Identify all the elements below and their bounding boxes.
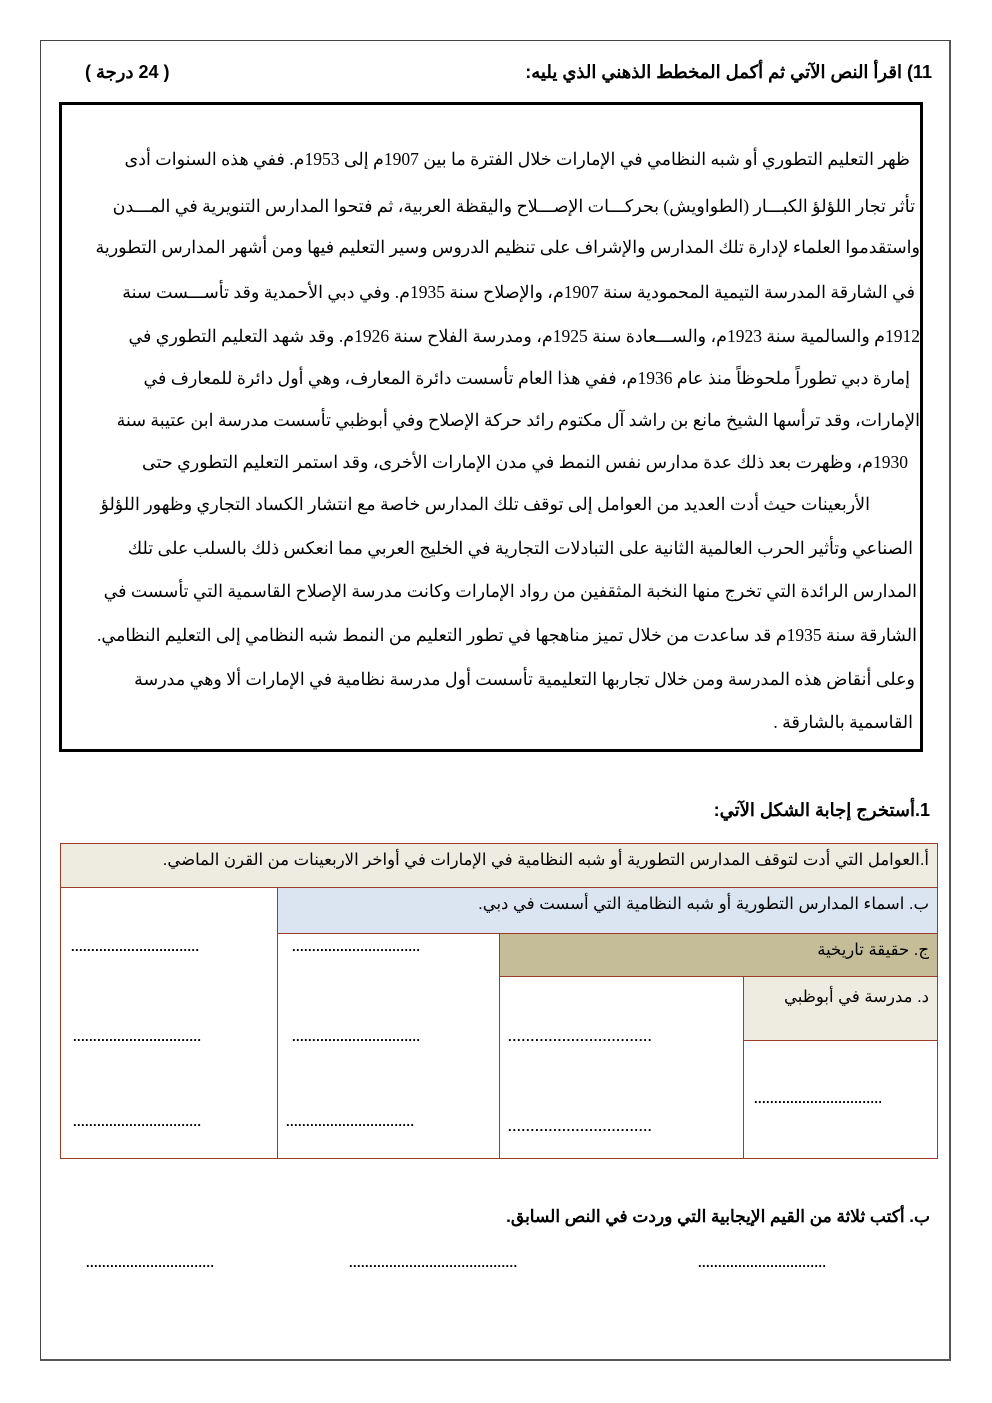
cell-c-historical-fact xyxy=(499,933,938,977)
values-answer-2[interactable]: .......................................... xyxy=(349,1255,518,1270)
cell-d-label: د. مدرسة في أبوظبي xyxy=(783,988,929,1006)
passage-line: تأثر تجار اللؤلؤ الكبـــار (الطواويش) بحركـــات الإصـــلاح واليقظة العربية، ثم فتحوا المدارس التنويرية في المـــدن xyxy=(112,196,915,216)
blank-c-2[interactable]: ................................ xyxy=(508,1119,653,1134)
mind-map-table xyxy=(60,843,938,1159)
passage-line: ظهر التعليم التطوري أو شبه النظامي في الإمارات خلال الفترة ما بين 1907م إلى 1953م. ففي هذه السنوات أدى xyxy=(124,149,910,169)
passage-line: الإمارات، وقد ترأسها الشيخ مانع بن راشد آل مكتوم رائد حركة الإصلاح وفي أبوظبي تأسست مدرسة ابن عتيبة سنة xyxy=(116,410,920,430)
blank-a-1[interactable]: ................................ xyxy=(71,939,200,954)
passage-line: واستقدموا العلماء لإدارة تلك المدارس والإشراف على تنظيم الدروس وسير التعليم فيها ومن أشهر المدارس التطورية xyxy=(95,237,920,257)
values-answer-1[interactable]: ................................ xyxy=(86,1255,215,1270)
cell-a-label: أ.العوامل التي أدت لتوقف المدارس التطورية أو شبه النظامية في الإمارات في أواخر الاربعينات من القرن الماضي. xyxy=(162,851,929,869)
blank-b-1[interactable]: ................................ xyxy=(292,939,421,954)
blank-a-3[interactable]: ................................ xyxy=(73,1114,202,1129)
answer-column-b[interactable] xyxy=(277,933,500,1159)
answer-column-d[interactable] xyxy=(743,1040,938,1159)
passage-line: في الشارقة المدرسة التيمية المحمودية سنة 1907م، والإصلاح سنة 1935م. وفي دبي الأحمدية وقد تأســـست سنة xyxy=(122,282,915,302)
section-b-title: ب. أكتب ثلاثة من القيم الإيجابية التي وردت في النص السابق. xyxy=(506,1207,930,1226)
passage-line: القاسمية بالشارقة . xyxy=(773,712,913,732)
passage-line: الشارقة سنة 1935م قد ساعدت من خلال تميز مناهجها في تطور التعليم من النمط شبه النظامي إلى التعليم النظامي. xyxy=(97,625,917,645)
passage-line: المدارس الرائدة التي تخرج منها النخبة المثقفين من رواد الإمارات وكانت مدرسة الإصلاح القاسمية التي تأسست في xyxy=(103,581,917,601)
answer-column-a[interactable] xyxy=(60,887,278,1159)
cell-c-label: ج. حقيقة تاريخية xyxy=(817,941,929,959)
cell-d-abudhabi-school xyxy=(743,976,938,1041)
passage-line: إمارة دبي تطوراً ملحوظاً منذ عام 1936م، ففي هذا العام تأسست دائرة المعارف، وهي أول دائرة للمعارف في xyxy=(143,368,910,388)
cell-b-dubai-schools xyxy=(277,887,938,934)
answer-column-c[interactable] xyxy=(499,976,744,1159)
question-title: 11) اقرأ النص الآتي ثم أكمل المخطط الذهني الذي يليه: xyxy=(525,62,932,82)
blank-c-1[interactable]: ................................ xyxy=(508,1029,653,1044)
passage-line: 1912م والسالمية سنة 1923م، والســـعادة سنة 1925م، ومدرسة الفلاح سنة 1926م. وقد شهد التعليم التطوري في xyxy=(128,326,920,346)
blank-a-2[interactable]: ................................ xyxy=(73,1029,202,1044)
blank-b-2[interactable]: ................................ xyxy=(292,1029,421,1044)
cell-b-label: ب. اسماء المدارس التطورية أو شبه النظامية التي أسست في دبي. xyxy=(478,895,929,913)
cell-a-factors xyxy=(60,843,938,888)
blank-d-1[interactable]: ................................ xyxy=(754,1091,883,1106)
question-header xyxy=(0,62,992,86)
passage-line: وعلى أنقاض هذه المدرسة ومن خلال تجاربها التعليمية تأسست أول مدرسة نظامية في الإمارات ألا وهي مدرسة xyxy=(134,669,915,689)
passage-line: 1930م، وظهرت بعد ذلك عدة مدارس نفس النمط في مدن الإمارات الأخرى، وقد استمر التعليم التطوري حتى xyxy=(142,452,908,472)
passage-line: الأربعينات حيث أدت العديد من العوامل إلى توقف تلك المدارس خاصة مع انتشار الكساد التجاري وظهور اللؤلؤ xyxy=(100,494,870,514)
question-grade: ( 24 درجة ) xyxy=(85,62,170,82)
blank-b-3[interactable]: ................................ xyxy=(286,1114,415,1129)
section-1-title: 1.أستخرج إجابة الشكل الآتي: xyxy=(713,800,930,820)
passage-line: الصناعي وتأثير الحرب العالمية الثانية على التبادلات التجارية في الخليج العربي مما انعكس ذلك بالسلب على تلك xyxy=(127,538,913,558)
values-answer-3[interactable]: ................................ xyxy=(698,1255,827,1270)
